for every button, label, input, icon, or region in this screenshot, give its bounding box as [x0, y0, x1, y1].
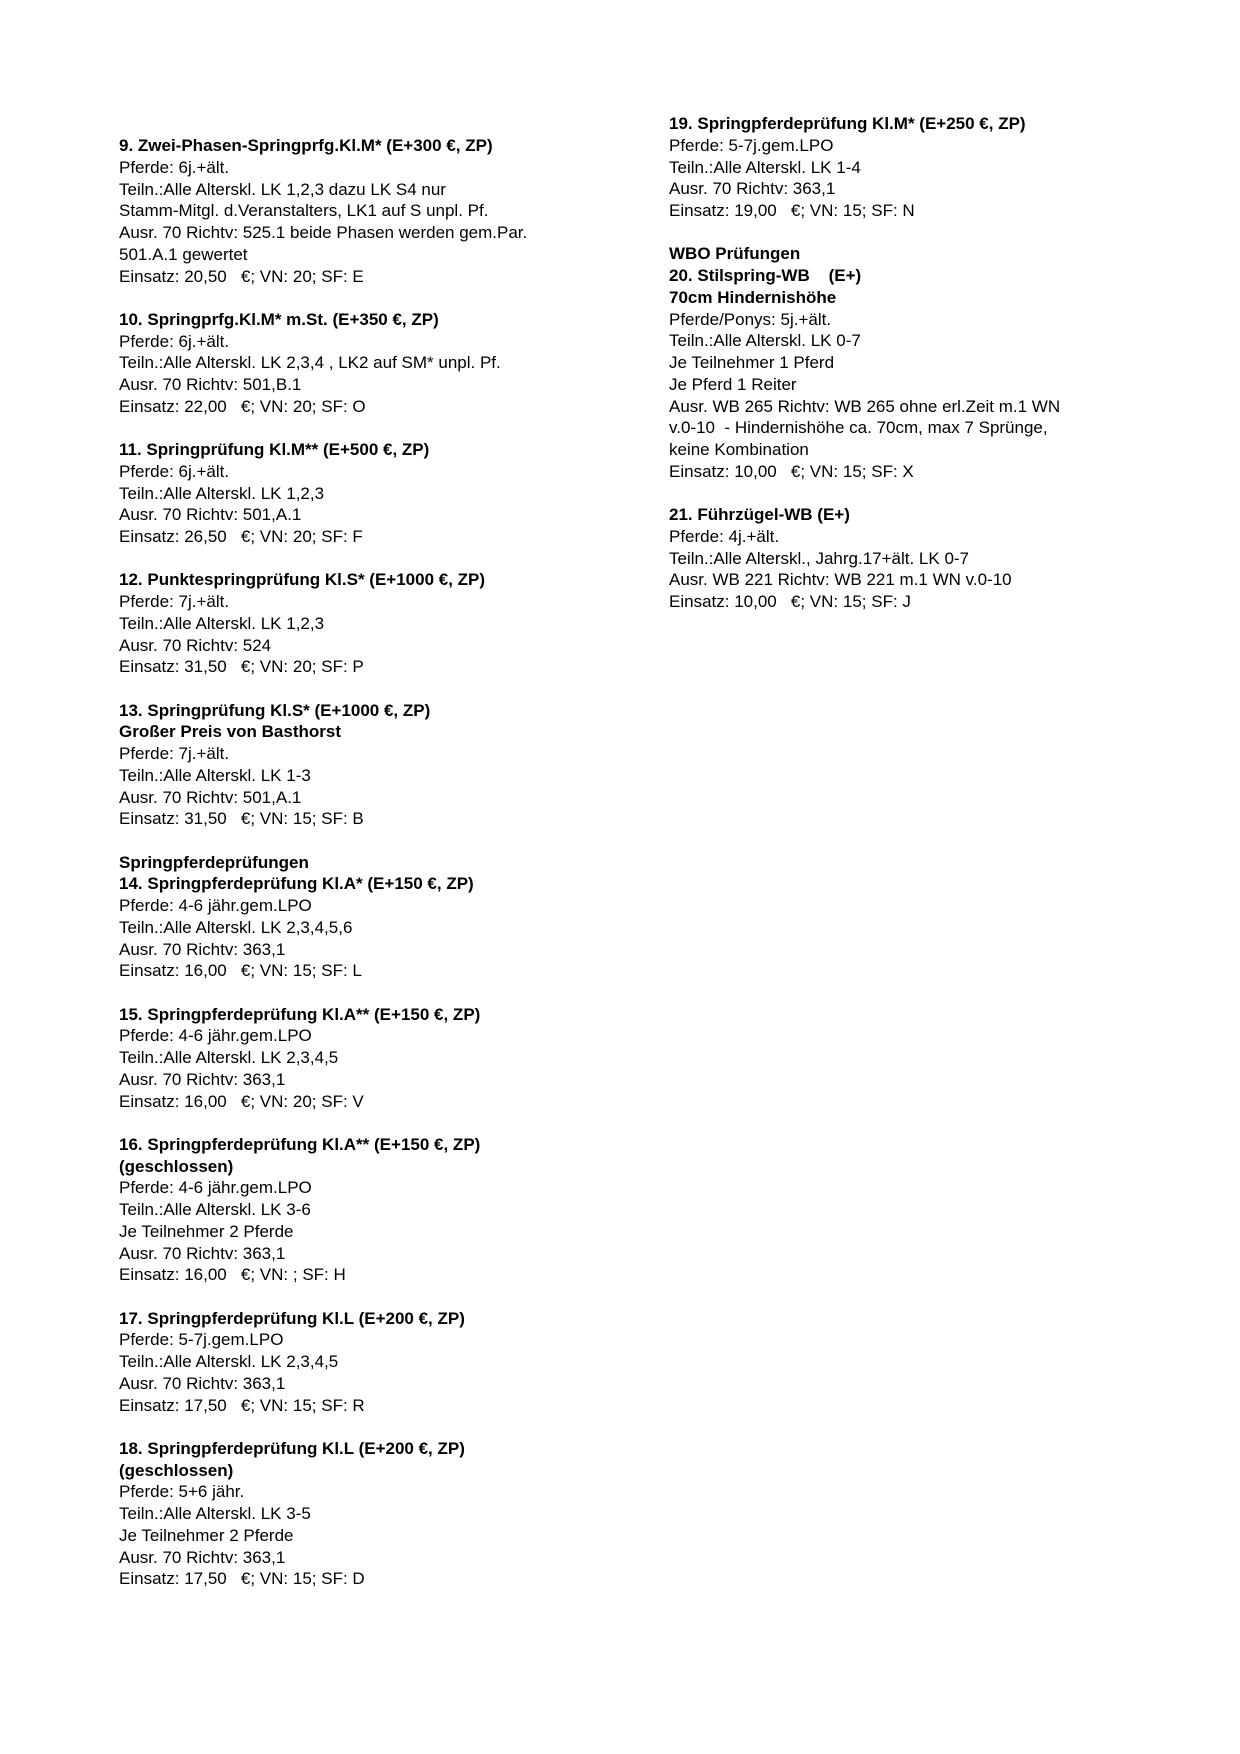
- entry-title: Großer Preis von Basthorst: [119, 722, 342, 742]
- entry-detail: Teiln.:Alle Alterskl. LK 2,3,4,5,6: [119, 917, 353, 937]
- competition-entry: [119, 852, 639, 983]
- entry-detail: Teiln.:Alle Alterskl. LK 3-6: [119, 1200, 311, 1219]
- entry-detail: Ausr. 70 Richtv: 501,B.1: [119, 375, 302, 394]
- entry-detail: Stamm-Mitgl. d.Veranstalters, LK1 auf S unpl. Pf.: [119, 201, 489, 221]
- entry-title: (geschlossen): [119, 1156, 234, 1176]
- entry-detail: Ausr. 70 Richtv: 501,A.1: [119, 787, 302, 807]
- competition-entry: [119, 569, 639, 678]
- entry-detail: Einsatz: 31,50 €; VN: 20; SF: P: [119, 657, 364, 677]
- entry-detail: Ausr. WB 265 Richtv: WB 265 ohne erl.Zeit m.1 WN: [669, 396, 1061, 416]
- entry-detail: Ausr. 70 Richtv: 525.1 beide Phasen werden gem.Par.: [119, 223, 528, 242]
- competition-entry: [119, 1438, 639, 1590]
- entry-title: (geschlossen): [119, 1460, 234, 1480]
- entry-detail: Einsatz: 22,00 €; VN: 20; SF: O: [119, 396, 366, 416]
- entry-detail: Ausr. WB 221 Richtv: WB 221 m.1 WN v.0-10: [669, 570, 1012, 590]
- entry-detail: Ausr. 70 Richtv: 363,1: [119, 1373, 286, 1393]
- entry-detail: 501.A.1 gewertet: [119, 244, 248, 264]
- entry-detail: Einsatz: 10,00 €; VN: 15; SF: X: [669, 461, 914, 481]
- entry-title: 13. Springprüfung Kl.S* (E+1000 €, ZP): [119, 700, 431, 720]
- entry-detail: Einsatz: 16,00 €; VN: 15; SF: L: [119, 961, 362, 981]
- entry-detail: Pferde: 4-6 jähr.gem.LPO: [119, 1026, 312, 1046]
- entry-title: Springpferdeprüfungen: [119, 852, 309, 872]
- entry-detail: Pferde: 4-6 jähr.gem.LPO: [119, 1178, 312, 1198]
- entry-detail: Pferde: 6j.+ält.: [119, 461, 230, 481]
- entry-title: 10. Springprfg.Kl.M* m.St. (E+350 €, ZP): [119, 309, 439, 329]
- entry-title: 17. Springpferdeprüfung Kl.L (E+200 €, ZP): [119, 1308, 465, 1328]
- entry-detail: Pferde: 7j.+ält.: [119, 744, 230, 763]
- entry-title: 12. Punktespringprüfung Kl.S* (E+1000 €, ZP): [119, 570, 486, 590]
- competition-entry: [119, 1134, 639, 1286]
- entry-detail: Einsatz: 31,50 €; VN: 15; SF: B: [119, 809, 364, 829]
- entry-title: 18. Springpferdeprüfung Kl.L (E+200 €, ZP): [119, 1438, 465, 1458]
- entry-detail: Pferde/Ponys: 5j.+ält.: [669, 309, 832, 329]
- entry-detail: v.0-10 - Hindernishöhe ca. 70cm, max 7 Sprünge,: [669, 418, 1048, 438]
- entry-detail: Einsatz: 17,50 €; VN: 15; SF: D: [119, 1569, 365, 1589]
- entry-detail: Teiln.:Alle Alterskl. LK 1,2,3: [119, 483, 325, 503]
- entry-detail: Ausr. 70 Richtv: 524: [119, 635, 272, 655]
- entry-detail: Einsatz: 26,50 €; VN: 20; SF: F: [119, 527, 363, 546]
- entry-detail: Teiln.:Alle Alterskl. LK 0-7: [669, 331, 861, 351]
- entry-detail: Ausr. 70 Richtv: 501,A.1: [119, 505, 302, 525]
- entry-detail: Je Pferd 1 Reiter: [669, 374, 797, 394]
- entry-detail: Einsatz: 19,00 €; VN: 15; SF: N: [669, 201, 915, 220]
- entry-title: 11. Springprüfung Kl.M** (E+500 €, ZP): [119, 440, 430, 459]
- entry-detail: Teiln.:Alle Alterskl. LK 3-5: [119, 1504, 311, 1523]
- competition-entry: [119, 135, 639, 287]
- entry-title: 15. Springpferdeprüfung Kl.A** (E+150 €, ZP): [119, 1004, 481, 1024]
- entry-title: 19. Springpferdeprüfung Kl.M* (E+250 €, ZP): [669, 114, 1026, 133]
- competition-entry: [119, 700, 639, 831]
- right-column: [669, 113, 1209, 634]
- entry-title: WBO Prüfungen: [669, 244, 801, 264]
- entry-title: 9. Zwei-Phasen-Springprfg.Kl.M* (E+300 €, ZP): [119, 136, 493, 155]
- entry-detail: Ausr. 70 Richtv: 363,1: [119, 1243, 286, 1263]
- entry-detail: Teiln.:Alle Alterskl. LK 2,3,4,5: [119, 1352, 339, 1371]
- entry-detail: Teiln.:Alle Alterskl. LK 1,2,3 dazu LK S4 nur: [119, 179, 446, 199]
- entry-detail: Pferde: 5-7j.gem.LPO: [119, 1330, 284, 1350]
- entry-detail: Teiln.:Alle Alterskl. LK 2,3,4 , LK2 auf SM* unpl. Pf.: [119, 353, 501, 373]
- competition-entry: [119, 1004, 639, 1113]
- entry-detail: Pferde: 5-7j.gem.LPO: [669, 135, 834, 155]
- entry-detail: keine Kombination: [669, 440, 809, 459]
- entry-detail: Je Teilnehmer 1 Pferd: [669, 353, 835, 372]
- entry-detail: Pferde: 4-6 jähr.gem.LPO: [119, 896, 312, 915]
- entry-detail: Pferde: 6j.+ält.: [119, 157, 230, 177]
- entry-detail: Pferde: 4j.+ält.: [669, 526, 780, 546]
- entry-detail: Teiln.:Alle Alterskl. LK 1,2,3: [119, 613, 325, 633]
- entry-detail: Einsatz: 17,50 €; VN: 15; SF: R: [119, 1395, 365, 1415]
- entry-detail: Teiln.:Alle Alterskl. LK 1-4: [669, 157, 861, 177]
- entry-title: 14. Springpferdeprüfung Kl.A* (E+150 €, ZP): [119, 874, 474, 894]
- entry-detail: Pferde: 6j.+ält.: [119, 331, 230, 351]
- entry-detail: Einsatz: 16,00 €; VN: ; SF: H: [119, 1265, 346, 1285]
- entry-detail: Einsatz: 16,00 €; VN: 20; SF: V: [119, 1091, 364, 1111]
- entry-detail: Ausr. 70 Richtv: 363,1: [119, 1547, 286, 1567]
- left-column: [119, 135, 639, 1612]
- competition-entry: [119, 439, 639, 548]
- entry-title: 70cm Hindernishöhe: [669, 287, 837, 307]
- competition-entry: [669, 243, 1209, 482]
- entry-detail: Ausr. 70 Richtv: 363,1: [669, 179, 836, 199]
- competition-entry: [119, 309, 639, 418]
- competition-entry: [669, 113, 1209, 222]
- competition-entry: [669, 504, 1209, 613]
- entry-detail: Einsatz: 10,00 €; VN: 15; SF: J: [669, 592, 911, 611]
- entry-title: 21. Führzügel-WB (E+): [669, 505, 850, 524]
- entry-detail: Ausr. 70 Richtv: 363,1: [119, 1069, 286, 1089]
- entry-detail: Teiln.:Alle Alterskl., Jahrg.17+ält. LK 0-7: [669, 548, 970, 568]
- entry-title: 20. Stilspring-WB (E+): [669, 266, 862, 285]
- competition-entry: [119, 1308, 639, 1417]
- entry-title: 16. Springpferdeprüfung Kl.A** (E+150 €, ZP): [119, 1134, 481, 1154]
- entry-detail: Je Teilnehmer 2 Pferde: [119, 1525, 294, 1545]
- entry-detail: Einsatz: 20,50 €; VN: 20; SF: E: [119, 266, 364, 286]
- entry-detail: Je Teilnehmer 2 Pferde: [119, 1221, 294, 1241]
- entry-detail: Pferde: 5+6 jähr.: [119, 1482, 245, 1502]
- entry-detail: Ausr. 70 Richtv: 363,1: [119, 939, 286, 959]
- entry-detail: Teiln.:Alle Alterskl. LK 1-3: [119, 765, 311, 785]
- entry-detail: Teiln.:Alle Alterskl. LK 2,3,4,5: [119, 1048, 339, 1067]
- entry-detail: Pferde: 7j.+ält.: [119, 592, 230, 611]
